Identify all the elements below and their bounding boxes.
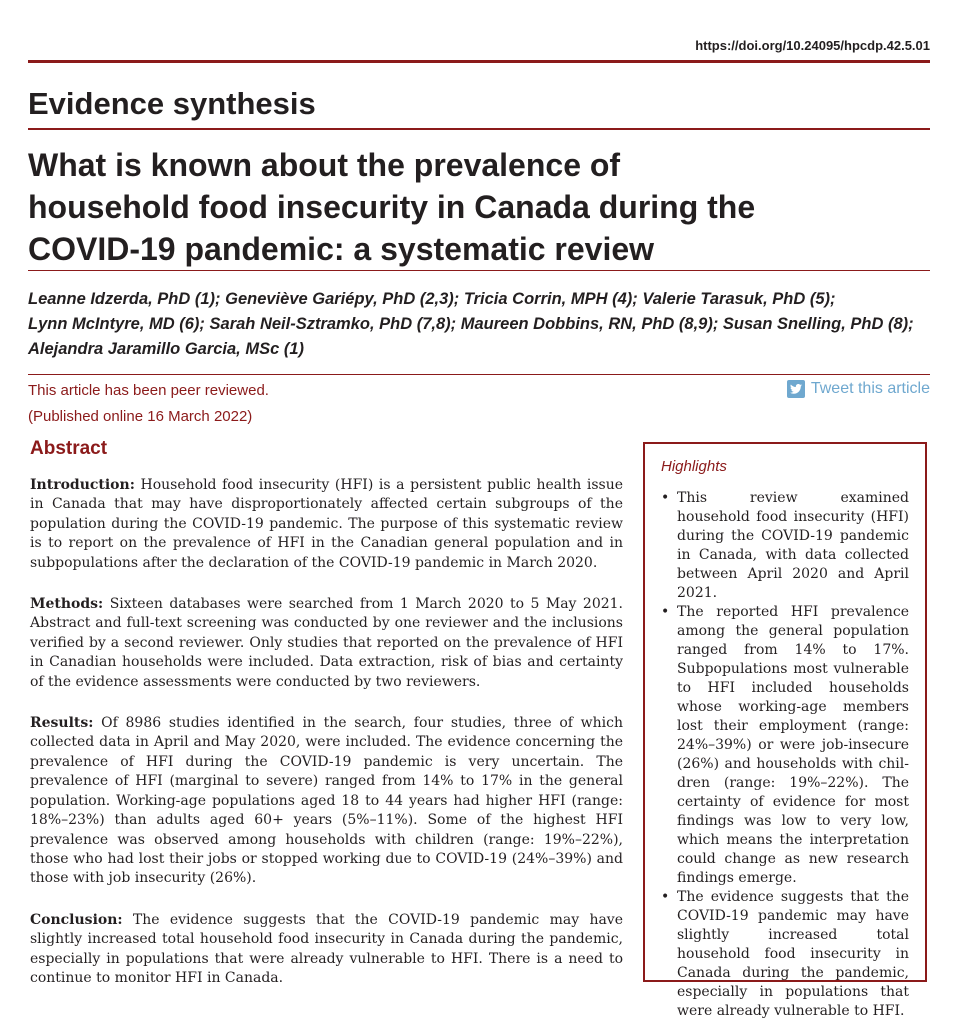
top-divider <box>28 60 930 63</box>
abstract-results <box>30 714 623 889</box>
section-lead: Results: <box>30 715 94 732</box>
highlight-item: • This review examined household food insecurity (HFI) during the COVID-19 pandemic in Canada, with data collected between April 2020 and April 2021. <box>661 489 909 603</box>
abstract-methods <box>30 595 623 692</box>
highlight-item: • The evidence suggests that the COVID-19 pandemic may have slightly increased total household food insecurity in Canada during the pandemic, especially in populations that were already vulnerable to HFI. <box>661 888 909 1021</box>
article-title: What is known about the prevalence of household food insecurity in Canada during the COVID-19 pandemic: a systematic review <box>28 147 756 267</box>
section-text: Household food insecurity (HFI) is a persistent public health issue in Canada that may have disproportionately affected certain subgroups of the population during the COVID-19 pandemic. The purpose of this systematic review is to report on the prevalence of HFI in the Canadian general population and in subpopulations after the declaration of the COVID-19 pandemic in March 2020. <box>30 477 623 571</box>
section-text: Sixteen databases were searched from 1 March 2020 to 5 May 2021. Abstract and full-text screening was conducted by one reviewer and the inclusions verified by a second reviewer. Only studies that reported on the prevalence of HFI in Canadian households were included. Data extraction, risk of bias and certainty of the evidence assessments were conducted by two reviewers. <box>30 596 623 690</box>
authors-divider <box>28 374 930 375</box>
section-text: Of 8986 studies identified in the search, four studies, three of which collected data in April and May 2020, were included. The evidence concerning the prevalence of HFI during the COVID-19 pandemic is very uncertain. The prevalence of HFI (marginal to severe) ranged from 14% to 17% in the general population. Working-age populations aged 18 to 44 years had higher HFI (range: 18%–23%) than adults aged 60+ years (5%–11%). Some of the highest HFI prevalence was observed among households with children (range: 19%–22%), those who had lost their jobs or stopped working due to COVID-19 (24%–39%) and those with job insecurity (26%). <box>30 715 623 887</box>
highlights-list <box>661 489 909 1021</box>
tweet-label: Tweet this article <box>810 380 930 397</box>
author-line: Leanne Idzerda, PhD (1); Geneviève Gariépy, PhD (2,3); Tricia Corrin, MPH (4); Valerie Tarasuk, PhD (5); <box>28 290 836 308</box>
publication-info <box>28 378 269 430</box>
section-lead: Introduction: <box>30 477 135 493</box>
title-divider <box>28 270 930 271</box>
section-text: The evidence suggests that the COVID-19 pandemic may have slightly increased total household food insecurity in Canada during the pandemic, especially in populations that were already vulnerable to HFI. There is a need to continue to monitor HFI in Canada. <box>30 911 623 986</box>
abstract-heading: Abstract <box>30 438 108 459</box>
section-lead: Conclusion: <box>30 911 123 928</box>
section-lead: Methods: <box>30 596 104 613</box>
author-list <box>28 287 933 362</box>
highlights-box <box>643 442 927 1019</box>
twitter-bird-icon <box>787 380 805 398</box>
tweet-article-link[interactable] <box>787 380 930 398</box>
abstract-conclusion <box>30 911 623 989</box>
author-line: Alejandra Jaramillo Garcia, MSc (1) <box>28 340 305 358</box>
doi-link[interactable]: https://doi.org/10.24095/hpcdp.42.5.01 <box>695 38 930 53</box>
abstract-body <box>30 476 623 1010</box>
highlights-heading: Highlights <box>661 458 727 475</box>
publication-date: (Published online 16 March 2022) <box>28 408 253 425</box>
highlight-item: • The reported HFI prevalence among the general population ranged from 14% to 17%. Subpopulations most vulnerable to HFI included households whose working-age members lost their employment (range: 24%–39%) or were job-insecure (26%) and households with children (range: 19%–22%). The certainty of evidence for most findings was low to very low, which means the interpretation could change as new research findings emerge. <box>661 603 909 888</box>
abstract-introduction <box>30 476 623 573</box>
section-divider <box>28 128 930 130</box>
author-line: Lynn McIntyre, MD (6); Sarah Neil-Sztramko, PhD (7,8); Maureen Dobbins, RN, PhD (8,9); Susan Snelling, PhD (8); <box>28 315 914 333</box>
section-label: Evidence synthesis <box>28 86 316 121</box>
peer-review-note: This article has been peer reviewed. <box>28 382 269 399</box>
